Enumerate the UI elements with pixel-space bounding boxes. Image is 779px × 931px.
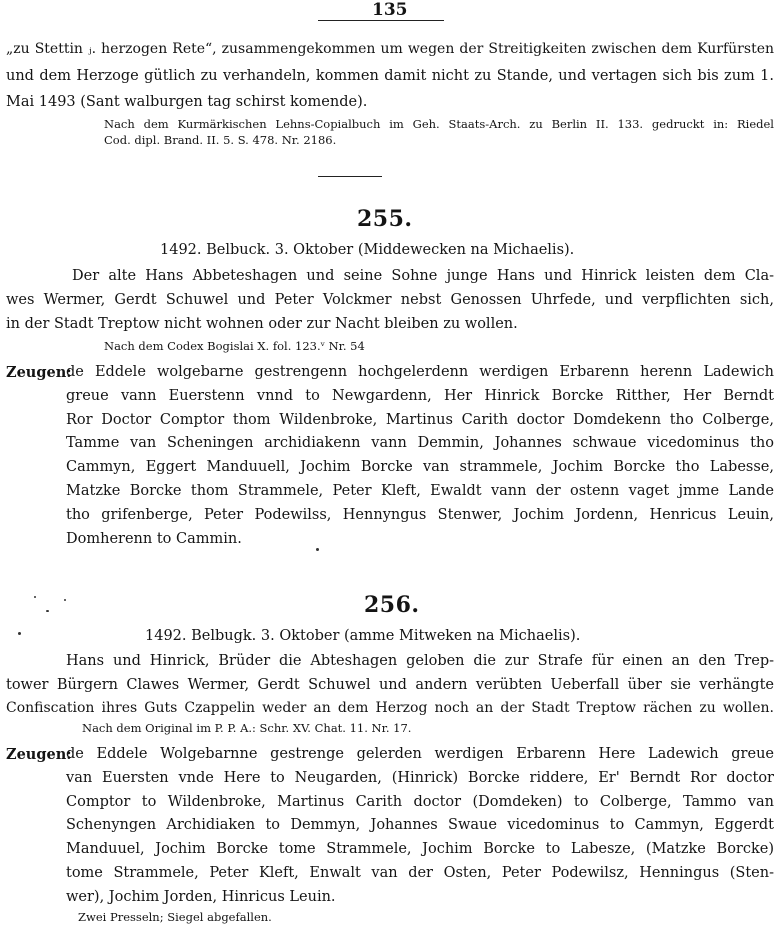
witness-line: Comptor to Wildenbroke, Martinus Carith doctor (Domdeken) to Colberge, Tammo van [66, 794, 774, 810]
source-note: Nach dem Original im P. P. A.: Schr. XV. Chat. 11. Nr. 17. [82, 721, 412, 735]
document-number: 255. [357, 206, 413, 232]
scan-speck [46, 610, 49, 612]
witness-line: tome Strammele, Peter Kleft, Enwalt van der Osten, Peter Podewilsz, Henningus (Sten- [66, 865, 774, 881]
summary-line: Hans und Hinrick, Brüder die Abteshagen geloben die zur Strafe für einen an den Trep- [66, 653, 774, 669]
intro-line: Mai 1493 (Sant walburgen tag schirst komende). [6, 94, 368, 110]
summary-line: in der Stadt Treptow nicht wohnen oder zur Nacht bleiben zu wollen. [6, 316, 518, 332]
witness-line: van Euersten vnde Here to Neugarden, (Hinrick) Borcke riddere, Er' Berndt Ror doctor [66, 770, 774, 786]
witness-line: Domherenn to Cammin. [66, 531, 242, 547]
scan-speck [316, 548, 319, 551]
scan-speck [34, 596, 36, 598]
witness-label: Zeugen: [6, 364, 72, 381]
document-number: 256. [364, 592, 420, 618]
header-rule [318, 20, 444, 21]
witness-line: Cammyn, Eggert Manduuell, Jochim Borcke van strammele, Jochim Borcke tho Labesse, [66, 459, 774, 475]
witness-label: Zeugen: [6, 746, 72, 763]
witness-line: de Eddele wolgebarne gestrengenn hochgelerdenn werdigen Erbarenn herenn Ladewich [66, 364, 774, 380]
witness-line: wer), Jochim Jorden, Hinricus Leuin. [66, 889, 336, 905]
witness-line: Matzke Borcke thom Strammele, Peter Kleft, Ewaldt vann der ostenn vaget jmme Lande [66, 483, 774, 499]
witness-line: Manduuel, Jochim Borcke tome Strammele, Jochim Borcke to Labesze, (Matzke Borcke) [66, 841, 774, 857]
witness-line: de Eddele Wolgebarnne gestrenge gelerden werdigen Erbarenn Here Ladewich greue [66, 746, 774, 762]
intro-source-line: Nach dem Kurmärkischen Lehns-Copialbuch im Geh. Staats-Arch. zu Berlin II. 133. gedruckt in: Riedel [104, 117, 774, 131]
witness-line: Ror Doctor Comptor thom Wildenbroke, Martinus Carith doctor Domdekenn tho Colberge, [66, 412, 774, 428]
closing-note: Zwei Presseln; Siegel abgefallen. [78, 910, 272, 924]
document-header: 1492. Belbugk. 3. Oktober (amme Mitweken na Michaelis). [145, 628, 581, 644]
scan-speck [18, 632, 21, 635]
document-header: 1492. Belbuck. 3. Oktober (Middewecken na Michaelis). [160, 242, 575, 258]
witness-line: Tamme van Scheningen archidiakenn vann Demmin, Johannes schwaue vicedominus tho [66, 435, 774, 451]
intro-line: und dem Herzoge gütlich zu verhandeln, kommen damit nicht zu Stande, und vertagen sich bis zum 1. [6, 68, 774, 84]
witness-line: Schenyngen Archidiaken to Demmyn, Johannes Swaue vicedominus to Cammyn, Eggerdt [66, 817, 774, 833]
section-divider [318, 176, 382, 177]
intro-source-line: Cod. dipl. Brand. II. 5. S. 478. Nr. 2186. [104, 133, 337, 147]
source-note: Nach dem Codex Bogislai X. fol. 123.ᵛ Nr. 54 [104, 339, 365, 353]
summary-line: wes Wermer, Gerdt Schuwel und Peter Volckmer nebst Genossen Uhrfede, und verpflichten sich, [6, 292, 774, 308]
intro-line: „zu Stettin ⱼ. herzogen Rete“, zusammengekommen um wegen der Streitigkeiten zwischen dem Kurfürsten [6, 41, 774, 57]
page-number: 135 [372, 0, 408, 20]
summary-line: Der alte Hans Abbeteshagen und seine Sohne junge Hans und Hinrick leisten dem Cla- [72, 268, 774, 284]
witness-line: greue vann Euerstenn vnnd to Newgardenn, Her Hinrick Borcke Ritther, Her Berndt [66, 388, 774, 404]
summary-line: Confiscation ihres Guts Czappelin weder an dem Herzog noch an der Stadt Treptow rächen zu wollen. [6, 700, 774, 716]
summary-line: tower Bürgern Clawes Wermer, Gerdt Schuwel und andern verübten Ueberfall über sie verhängte [6, 677, 774, 693]
scan-speck [64, 599, 66, 601]
witness-line: tho grifenberge, Peter Podewilss, Hennyngus Stenwer, Jochim Jordenn, Henricus Leuin, [66, 507, 774, 523]
